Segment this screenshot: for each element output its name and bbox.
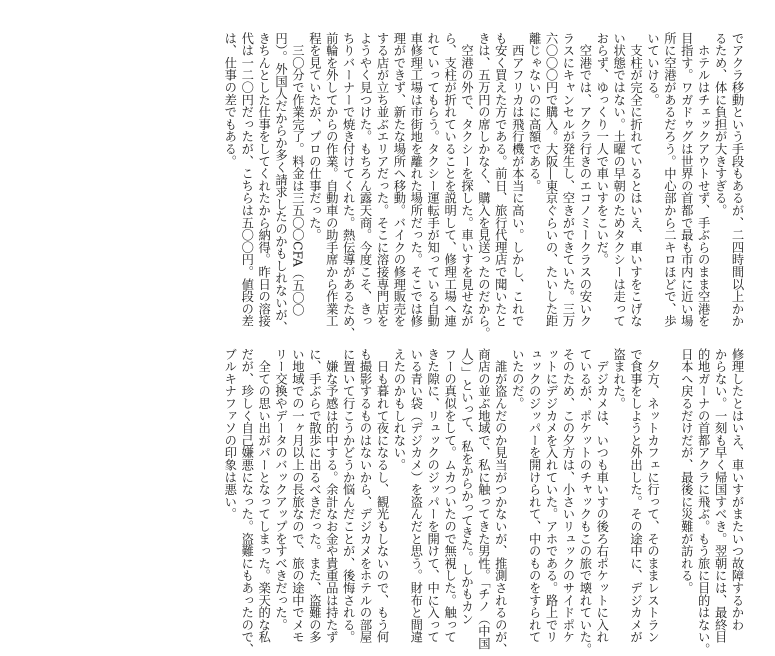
text-column: 六〇〇〇円で購入。大阪―東京ぐらいの、たいした距 [544,32,559,328]
text-column: おらず、ゆっくり一人で車いすをこいだ。 [594,32,609,266]
text-column: 全ての思い出がパーとなってしまった。楽天的な私 [256,348,271,644]
text-column: ちりバーナーで焼き付けてくれた。熱伝導があるため、 [341,32,356,340]
text-column: 目指す。ワガドゥグは世界の首都で最も市内に近い場 [679,32,694,328]
text-column: ラスにキャンセルが発生し、空きができていた。三万 [560,32,575,328]
text-column: い状態ではない。土曜の早朝のためタクシーは走って [611,32,626,328]
text-column: も安く買えた方である。前日、旅行代理店で聞いたと [493,32,508,328]
text-column: ットにデジカメを入れていた。アホである。路上でリ [544,348,559,644]
text-column: ら、支柱が折れていることを説明して、修理工場へ連 [442,32,457,328]
text-column: 空港では、アクラ行きのエコノミークラスの安いク [577,32,592,328]
text-column: 代は一二〇円だったが、こちらは五〇〇円。値段の差 [239,32,254,328]
text-column: 所に空港があるだろう。中心部から二キロほどで、歩 [662,32,677,328]
text-column: ているが、ポケットのチャックもこの旅で壊れていた。 [577,348,592,656]
text-column: いていける。 [645,32,660,106]
text-column: 支柱が完全に折れているとはいえ、車いすをこげな [628,32,643,328]
text-column: れていってもらう。タクシー運転手が知っている自動 [425,32,440,328]
text-column: 商店の並ぶ地域で、私に触ってきた男性。「チノ（中国 [476,348,491,650]
text-column: 修理したとはいえ、車いすがまたいつ故障するかわ [730,348,744,631]
text-column: に、手ぶらで散歩に出るべきだった。また、盗難の多 [307,348,322,644]
text-column: フーの真似をして。ムカついたので無視した。触って [442,348,457,644]
text-column: 離じゃないのに高額である。 [527,32,542,192]
text-column: いる青い袋（デジカメ）を盗んだと思う。財布と間違 [408,348,423,644]
text-column: 円）。外国人だからか多く請求したのかもしれないが、 [273,32,288,334]
upper-text-block [221,32,745,340]
text-column: るため、体に負担が大きすぎる。 [713,32,728,217]
text-column: 西アフリカは飛行機が本当に高い。しかし、これで [510,32,525,328]
text-column: 空港の外で、タクシーを探した。車いすを見せなが [459,32,474,328]
text-column [660,348,677,618]
lower-text-block [221,348,745,656]
text-column: も撮影するものはないから、デジカメをホテルの部屋 [358,348,373,644]
text-column: きちんとした仕事をしてくれたから納得。昨日の溶接 [256,32,271,328]
text-column: ようやく見つけた。もちろん露天商。今度こそ、きっ [358,32,373,328]
text-column: えたのかもしれない。 [391,348,406,471]
text-column: 日本へ戻るだけだが、最後に災難が訪れる。 [679,348,694,594]
text-column: 人）」といって、私をからかってきた。しかもカン [459,348,474,625]
text-column: 三〇分で作業完了。料金は三五〇〇CFA（五〇〇 [290,32,305,317]
text-column: 夕方、ネットカフェに行って、そのままレストラン [645,348,660,644]
text-column: いたのだ。 [510,348,525,410]
text-column: リー交換やデータのバックアップをすべきだった。 [273,348,288,631]
text-column: に置いて行こうかどうか悩んだことが、後悔される。 [341,348,356,644]
text-column: ブルキナファソの印象は悪い。 [222,348,237,521]
text-column: 日も暮れて夜になるし、観光もしないので、もう何 [374,348,389,644]
text-column: 盗まれた。 [611,348,626,410]
text-column: い地域での一ヶ月以上の長旅なので、旅の途中でメモ [290,348,305,644]
text-column: は、仕事の差でもある。 [222,32,237,168]
text-column: そのため、この夕方は、小さいリュックのサイドポケ [560,348,575,644]
text-column: 理ができず、新たな場所へ移動。バイクの修理販売を [391,32,406,328]
text-column: ュックのジッパーを開けられて、中のものをすられて [527,348,542,644]
text-column: 程を見ていたが、プロの仕事だった。 [307,32,322,242]
text-column: でアクラ移動という手段もあるが、二四時間以上かか [730,32,744,328]
text-column: 前輪を外してからの作業。自動車の助手席から作業工 [324,32,339,328]
text-column: きは、五万円の席しかなく、購入を見送ったのだから。 [476,32,491,340]
text-column: ホテルはチェックアウトせず、手ぶらのまま空港を [696,32,711,328]
text-column: 誰が盗んだのか見当がつかないが、推測されるのが、 [493,348,508,656]
text-column: きた隙に、リュックのジッパーを開けて、中に入って [425,348,440,644]
text-column: からない。一刻も早く帰国すべき。翌朝には、最終目 [713,348,728,644]
text-column: で食事をしようと外出した。その途中に、デジカメが [628,348,643,644]
text-column: だが、珍しく自己嫌悪になった。盗難にもあったので、 [239,348,254,656]
text-column: 車修理工場は市街地を離れた場所だった。そこでは修 [408,32,423,328]
text-column: 嫌な予感は的中する。余計なお金や貴重品は持たず [324,348,339,644]
text-column: 的地ガーナの首都アクラに飛ぶ。もう旅に目的はない。 [696,348,711,656]
text-column: デジカメは、いつも車いすの後ろ右ポケットに入れ [594,348,609,644]
text-column: する店が立ち並ぶエリアだった。そこに溶接専門店を [374,32,389,328]
